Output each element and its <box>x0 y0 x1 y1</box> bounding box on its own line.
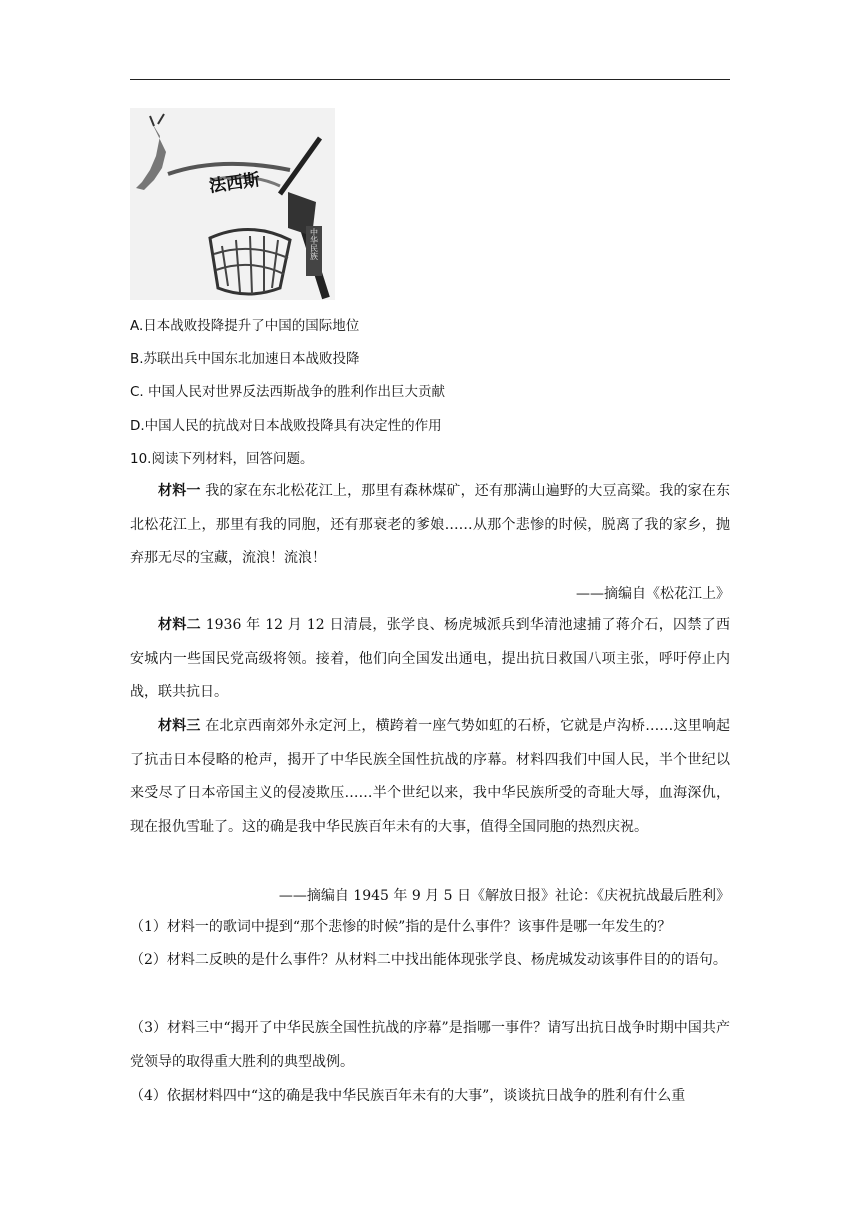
material-3-text: 在北京西南郊外永定河上，横跨着一座气势如虹的石桥，它就是卢沟桥……这里响起了抗击日本侵略的枪声，揭开了中华民族全国性抗战的序幕。材料四我们中国人民，半个世纪以来受尽了日本帝国主义的侵凌欺压……半个世纪以来，我中华民族所受的奇耻大辱，血海深仇，现在报仇雪耻了。这的确是我中华民族百年未有的大事，值得全国同胞的热烈庆祝。 <box>130 718 731 835</box>
material-2-text: 1936 年 12 月 12 日清晨，张学良、杨虎城派兵到华清池逮捕了蒋介石，囚禁了西安城内一些国民党高级将领。接着，他们向全国发出通电，提出抗日救国八项主张，呼吁停止内战，联共抗日。 <box>130 617 731 700</box>
sub-question-4: （4）依据材料四中“这的确是我中华民族百年未有的大事”，谈谈抗日战争的胜利有什么重 <box>130 1088 686 1104</box>
material-3-source: ——摘编自 1945 年 9 月 5 日《解放日报》社论：《庆祝抗战最后胜利》 <box>278 888 730 904</box>
sub-question-1: （1）材料一的歌词中提到“那个悲惨的时候”指的是什么事件？该事件是哪一年发生的？ <box>130 919 672 935</box>
option-b: B.苏联出兵中国东北加速日本战败投降 <box>130 351 360 367</box>
cartoon-image <box>130 108 335 300</box>
material-3-label: 材料三 <box>158 718 201 734</box>
material-2-label: 材料二 <box>158 617 201 633</box>
question-10: 10.阅读下列材料，回答问题。 <box>130 451 314 467</box>
material-2 <box>130 609 730 710</box>
option-d: D.中国人民的抗战对日本战败投降具有决定性的作用 <box>130 418 442 434</box>
material-1 <box>130 475 730 576</box>
material-1-label: 材料一 <box>158 483 201 499</box>
cartoon-label: 法西斯 <box>207 170 262 197</box>
header-rule <box>130 79 730 80</box>
option-c: C. 中国人民对世界反法西斯战争的胜利作出巨大贡献 <box>130 384 446 400</box>
material-3 <box>130 710 730 844</box>
sub-question-3: （3）材料三中“揭开了中华民族全国性抗战的序幕”是指哪一事件？请写出抗日战争时期中国共产党领导的取得重大胜利的典型战例。 <box>130 1020 730 1070</box>
stamp-label: 中华民族 <box>309 228 319 260</box>
material-1-source: ——摘编自《松花江上》 <box>576 586 730 602</box>
option-a: A.日本战败投降提升了中国的国际地位 <box>130 318 360 334</box>
sub-question-2: （2）材料二反映的是什么事件？从材料二中找出能体现张学良、杨虎城发动该事件目的的语句。 <box>130 952 727 968</box>
material-1-text: 我的家在东北松花江上，那里有森林煤矿，还有那满山遍野的大豆高粱。我的家在东北松花江上，那里有我的同胞，还有那衰老的爹娘……从那个悲惨的时候，脱离了我的家乡，抛弃那无尽的宝藏，流浪！流浪！ <box>130 483 731 566</box>
